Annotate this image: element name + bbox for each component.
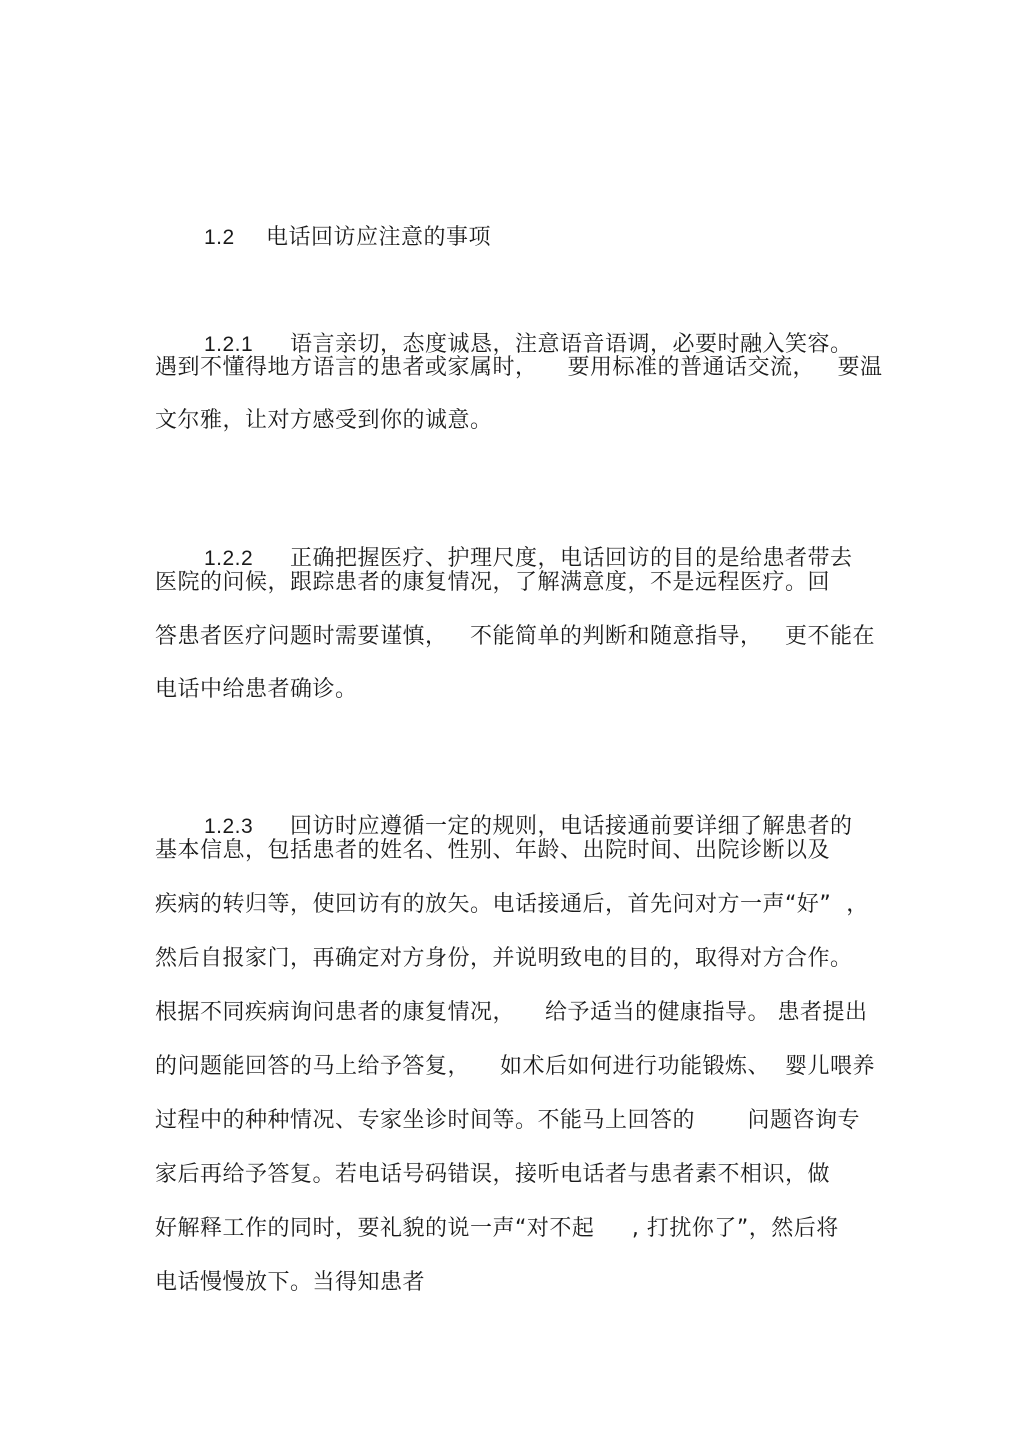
paragraph-3-line-9: 好解释工作的同时，要礼貌的说一声“对不起 , 打扰你了”，然后将 [155, 1216, 839, 1241]
paragraph-2-line-2: 医院的问候，跟踪患者的康复情况，了解满意度，不是远程医疗。回 [155, 570, 831, 595]
paragraph-text: 回访时应遵循一定的规则，电话接通前要详细了解患者的 [289, 814, 853, 839]
section-title: 电话回访应注意的事项 [265, 225, 491, 250]
section-heading [174, 193, 491, 283]
paragraph-3-line-7: 过程中的种种情况、专家坐诊时间等。不能马上回答的 问题咨询专 [155, 1108, 860, 1133]
paragraph-3-line-2: 基本信息，包括患者的姓名、性别、年龄、出院时间、出院诊断以及 [155, 838, 831, 863]
paragraph-number: 1.2.1 [203, 333, 254, 356]
paragraph-3-line-8: 家后再给予答复。若电话号码错误，接听电话者与患者素不相识，做 [155, 1162, 831, 1187]
paragraph-1-line-2: 遇到不懂得地方语言的患者或家属时， 要用标准的普通话交流， 要温 [155, 355, 883, 380]
section-number: 1.2 [203, 226, 235, 249]
paragraph-3-line-4: 然后自报家门，再确定对方身份，并说明致电的目的，取得对方合作。 [155, 946, 853, 971]
paragraph-3-line-10: 电话慢慢放下。当得知患者 [155, 1270, 426, 1295]
paragraph-1-line-3: 文尔雅，让对方感受到你的诚意。 [155, 408, 493, 433]
paragraph-text: 语言亲切，态度诚恳，注意语音语调，必要时融入笑容。 [289, 332, 853, 357]
paragraph-2-line-4: 电话中给患者确诊。 [155, 677, 358, 702]
paragraph-text: 正确把握医疗、护理尺度，电话回访的目的是给患者带去 [289, 546, 853, 571]
paragraph-number: 1.2.2 [203, 547, 254, 570]
paragraph-3-line-5: 根据不同疾病询问患者的康复情况， 给予适当的健康指导。 患者提出 [155, 1000, 868, 1025]
paragraph-number: 1.2.3 [203, 815, 254, 838]
paragraph-3-line-3: 疾病的转归等，使回访有的放矢。电话接通后，首先问对方一声“好” ， [155, 892, 869, 917]
paragraph-3-line-6: 的问题能回答的马上给予答复， 如术后如何进行功能锻炼、 婴儿喂养 [155, 1054, 875, 1079]
paragraph-2-line-3: 答患者医疗问题时需要谨慎， 不能简单的判断和随意指导， 更不能在 [155, 624, 875, 649]
